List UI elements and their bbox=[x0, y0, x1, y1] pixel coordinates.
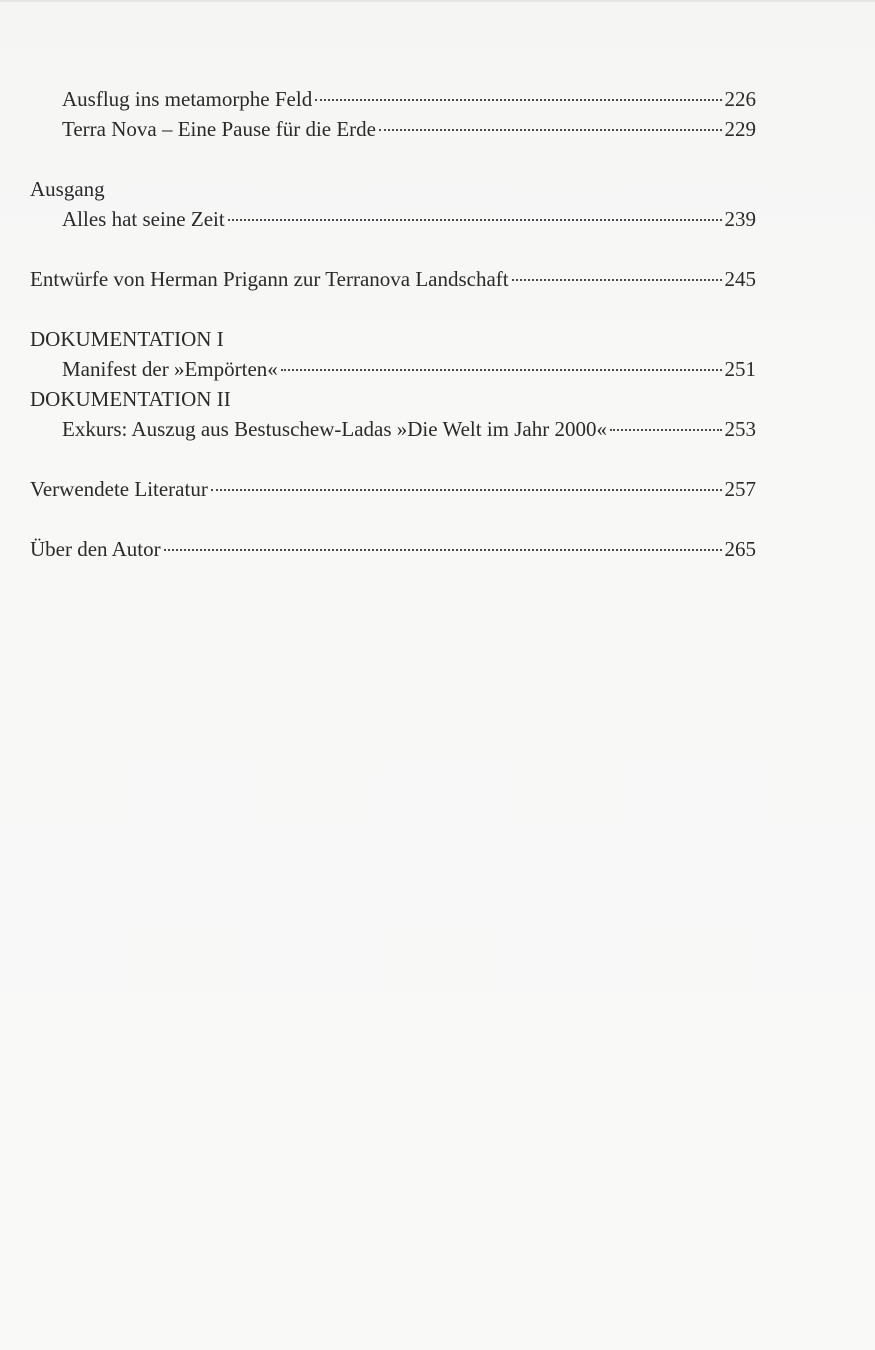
toc-section-heading: DOKUMENTATION II bbox=[30, 387, 231, 411]
toc-entry-page: 257 bbox=[724, 477, 756, 501]
toc-entry-title: Manifest der »Empörten« bbox=[62, 357, 278, 381]
toc-entry-page: 229 bbox=[724, 117, 756, 141]
toc-section-heading: Ausgang bbox=[30, 177, 105, 201]
toc-entry-title: Terra Nova – Eine Pause für die Erde bbox=[62, 117, 376, 141]
toc-entry-page: 245 bbox=[724, 267, 756, 291]
toc-entry bbox=[30, 114, 756, 144]
toc-section-heading: DOKUMENTATION I bbox=[30, 327, 224, 351]
dot-leader bbox=[281, 369, 722, 371]
toc-entry bbox=[30, 84, 756, 114]
toc-entry-page: 253 bbox=[724, 417, 756, 441]
spacer bbox=[30, 504, 756, 534]
toc-entry-title: Verwendete Literatur bbox=[30, 477, 208, 501]
spacer bbox=[30, 144, 756, 174]
dot-leader bbox=[164, 549, 722, 551]
spacer bbox=[30, 294, 756, 324]
toc-entry-title: Über den Autor bbox=[30, 537, 161, 561]
toc-entry bbox=[30, 264, 756, 294]
toc-entry bbox=[30, 534, 756, 564]
toc-entry-page: 251 bbox=[724, 357, 756, 381]
toc-entry-title: Exkurs: Auszug aus Bestuschew-Ladas »Die Welt im Jahr 2000« bbox=[62, 417, 607, 441]
dot-leader bbox=[211, 489, 722, 491]
page-top-edge bbox=[0, 0, 875, 2]
toc-entry-page: 265 bbox=[724, 537, 756, 561]
spacer bbox=[30, 444, 756, 474]
toc-entry-page: 226 bbox=[724, 87, 756, 111]
spacer bbox=[30, 234, 756, 264]
dot-leader bbox=[512, 279, 722, 281]
toc-entry-title: Ausflug ins metamorphe Feld bbox=[62, 87, 313, 111]
toc-entry bbox=[30, 204, 756, 234]
toc-entry bbox=[30, 474, 756, 504]
dot-leader bbox=[379, 129, 722, 131]
dot-leader bbox=[610, 429, 722, 431]
toc-entry-page: 239 bbox=[724, 207, 756, 231]
toc-entry bbox=[30, 354, 756, 384]
toc-entry-title: Alles hat seine Zeit bbox=[62, 207, 225, 231]
table-of-contents bbox=[30, 84, 756, 564]
toc-entry-title: Entwürfe von Herman Prigann zur Terranova Landschaft bbox=[30, 267, 509, 291]
dot-leader bbox=[315, 99, 721, 101]
dot-leader bbox=[228, 219, 722, 221]
toc-entry bbox=[30, 414, 756, 444]
